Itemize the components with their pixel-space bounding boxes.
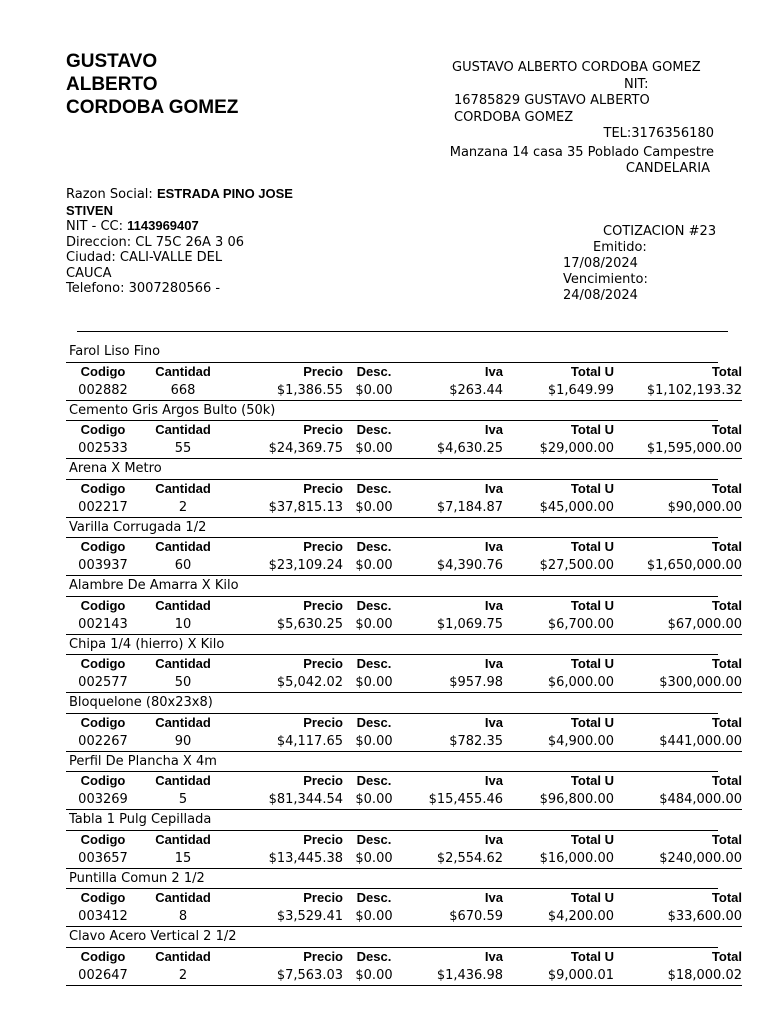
- item-cantidad: 55: [140, 439, 226, 459]
- item-values-row: [66, 732, 742, 752]
- item-total: $484,000.00: [614, 790, 742, 810]
- column-header-precio: Precio: [303, 422, 343, 437]
- item-total-u: $4,200.00: [503, 907, 614, 927]
- column-header-iva: Iva: [484, 539, 503, 554]
- item-precio: $7,563.03: [226, 966, 343, 986]
- item-precio: $23,109.24: [226, 556, 343, 576]
- item-header-row: [66, 480, 742, 498]
- item-desc: $0.00: [343, 381, 405, 401]
- column-header-iva: Iva: [484, 714, 503, 730]
- seller-city: CANDELARIA: [625, 161, 710, 176]
- item-iva: $4,390.76: [405, 556, 503, 576]
- column-header-cantidad: Cantidad: [155, 539, 211, 554]
- item-table: [66, 538, 742, 576]
- item-header-row: [66, 655, 742, 673]
- quote-issued-date: 17/08/2024: [563, 256, 638, 271]
- item-precio: $37,815.13: [226, 498, 343, 518]
- column-header-cantidad: Cantidad: [155, 422, 211, 437]
- item-table: [66, 831, 742, 869]
- item-total-u: $29,000.00: [503, 439, 614, 459]
- item-values-row: [66, 907, 742, 927]
- column-header-codigo: Codigo: [80, 539, 126, 554]
- column-header-total: Total: [711, 480, 742, 496]
- seller-nit-label: NIT:: [624, 76, 649, 92]
- column-header-total-u: Total U: [570, 948, 614, 964]
- client-razon-row: [66, 186, 316, 203]
- column-header-codigo: Codigo: [80, 714, 126, 730]
- item-total: $18,000.02: [614, 966, 742, 986]
- item-table: [66, 421, 742, 459]
- client-nit-label: NIT - CC:: [66, 219, 123, 234]
- column-header-total-u: Total U: [570, 422, 614, 437]
- column-header-precio: Precio: [303, 656, 343, 671]
- item-total-u: $9,000.01: [503, 966, 614, 986]
- item-iva: $1,436.98: [405, 966, 503, 986]
- column-header-precio: Precio: [303, 890, 343, 905]
- item-total-u: $96,800.00: [503, 790, 614, 810]
- items-list: [66, 342, 742, 986]
- item-name: Farol Liso Fino: [66, 342, 718, 363]
- column-header-precio: Precio: [303, 480, 343, 496]
- item-header-row: [66, 421, 742, 439]
- item-table: [66, 948, 742, 986]
- item-iva: $15,455.46: [405, 790, 503, 810]
- item-values-row: [66, 966, 742, 986]
- item-block: [66, 927, 742, 986]
- column-header-desc: Desc.: [356, 539, 392, 554]
- item-header-row: [66, 831, 742, 849]
- seller-nit-value: 16785829 GUSTAVO ALBERTO: [454, 93, 650, 108]
- column-header-desc: Desc.: [356, 773, 392, 788]
- column-header-desc: Desc.: [356, 422, 392, 437]
- column-header-total-u: Total U: [570, 831, 614, 847]
- item-block: [66, 810, 742, 869]
- item-values-row: [66, 556, 742, 576]
- column-header-iva: Iva: [484, 890, 503, 905]
- item-total-u: $4,900.00: [503, 732, 614, 752]
- item-block: [66, 693, 742, 752]
- item-header-row: [66, 363, 742, 381]
- column-header-codigo: Codigo: [80, 597, 126, 613]
- item-cantidad: 2: [140, 498, 226, 518]
- quote-issued-label: Emitido:: [593, 240, 647, 255]
- column-header-iva: Iva: [484, 948, 503, 964]
- column-header-total-u: Total U: [570, 539, 614, 554]
- client-info: [66, 186, 316, 297]
- item-total-u: $6,000.00: [503, 673, 614, 693]
- column-header-total-u: Total U: [570, 597, 614, 613]
- column-header-codigo: Codigo: [80, 656, 126, 671]
- column-header-total-u: Total U: [570, 480, 614, 496]
- quote-title: COTIZACION #23: [603, 224, 717, 239]
- column-header-desc: Desc.: [356, 831, 392, 847]
- item-precio: $5,630.25: [226, 615, 343, 635]
- column-header-codigo: Codigo: [80, 480, 126, 496]
- item-name: Cemento Gris Argos Bulto (50k): [66, 401, 718, 422]
- column-header-precio: Precio: [303, 831, 343, 847]
- item-block: [66, 635, 742, 694]
- item-header-row: [66, 597, 742, 615]
- company-name: [66, 50, 266, 119]
- item-name: Clavo Acero Vertical 2 1/2: [66, 927, 718, 948]
- item-codigo: 002577: [66, 673, 140, 693]
- column-header-precio: Precio: [303, 539, 343, 554]
- item-iva: $7,184.87: [405, 498, 503, 518]
- client-nit-value: 1143969407: [127, 218, 199, 233]
- column-header-cantidad: Cantidad: [155, 714, 211, 730]
- item-total-u: $45,000.00: [503, 498, 614, 518]
- item-precio: $5,042.02: [226, 673, 343, 693]
- item-iva: $4,630.25: [405, 439, 503, 459]
- item-block: [66, 869, 742, 928]
- item-block: [66, 401, 742, 460]
- client-razon-value: ESTRADA PINO JOSE: [156, 186, 293, 201]
- item-iva: $782.35: [405, 732, 503, 752]
- column-header-total: Total: [711, 597, 742, 613]
- item-cantidad: 5: [140, 790, 226, 810]
- item-name: Bloquelone (80x23x8): [66, 693, 718, 714]
- column-header-total: Total: [711, 890, 742, 905]
- item-iva: $1,069.75: [405, 615, 503, 635]
- item-cantidad: 50: [140, 673, 226, 693]
- item-total: $1,595,000.00: [614, 439, 742, 459]
- item-values-row: [66, 849, 742, 869]
- item-table: [66, 597, 742, 635]
- item-codigo: 003269: [66, 790, 140, 810]
- item-codigo: 002533: [66, 439, 140, 459]
- item-precio: $24,369.75: [226, 439, 343, 459]
- item-header-row: [66, 772, 742, 790]
- column-header-iva: Iva: [484, 363, 503, 379]
- item-precio: $1,386.55: [226, 381, 343, 401]
- client-phone: Telefono: 3007280566 -: [66, 281, 221, 296]
- column-header-precio: Precio: [303, 948, 343, 964]
- client-city: Ciudad: CALI-VALLE DEL: [66, 250, 223, 265]
- item-values-row: [66, 673, 742, 693]
- item-header-row: [66, 714, 742, 732]
- column-header-codigo: Codigo: [80, 422, 126, 437]
- item-desc: $0.00: [343, 439, 405, 459]
- column-header-total: Total: [711, 831, 742, 847]
- item-total-u: $16,000.00: [503, 849, 614, 869]
- item-table: [66, 655, 742, 693]
- item-codigo: 002267: [66, 732, 140, 752]
- column-header-cantidad: Cantidad: [155, 656, 211, 671]
- item-precio: $81,344.54: [226, 790, 343, 810]
- quote-due-label: Vencimiento:: [563, 272, 648, 287]
- column-header-precio: Precio: [303, 714, 343, 730]
- column-header-codigo: Codigo: [80, 890, 126, 905]
- item-total: $90,000.00: [614, 498, 742, 518]
- column-header-codigo: Codigo: [80, 773, 126, 788]
- column-header-cantidad: Cantidad: [155, 831, 211, 847]
- column-header-iva: Iva: [484, 480, 503, 496]
- column-header-total-u: Total U: [570, 363, 614, 379]
- client-address: Direccion: CL 75C 26A 3 06: [66, 234, 245, 250]
- column-header-total: Total: [711, 363, 742, 379]
- column-header-codigo: Codigo: [80, 948, 126, 964]
- company-name-line: ALBERTO: [66, 74, 158, 95]
- item-desc: $0.00: [343, 966, 405, 986]
- item-iva: $263.44: [405, 381, 503, 401]
- item-desc: $0.00: [343, 556, 405, 576]
- item-name: Tabla 1 Pulg Cepillada: [66, 810, 718, 831]
- column-header-desc: Desc.: [356, 656, 392, 671]
- item-block: [66, 518, 742, 577]
- company-name-line: GUSTAVO: [66, 51, 158, 72]
- seller-address: Manzana 14 casa 35 Poblado Campestre: [449, 144, 714, 160]
- item-name: Chipa 1/4 (hierro) X Kilo: [66, 635, 718, 656]
- column-header-cantidad: Cantidad: [155, 890, 211, 905]
- column-header-total-u: Total U: [570, 890, 614, 905]
- column-header-desc: Desc.: [356, 363, 392, 379]
- item-codigo: 002217: [66, 498, 140, 518]
- column-header-total-u: Total U: [570, 656, 614, 671]
- item-precio: $3,529.41: [226, 907, 343, 927]
- item-codigo: 002647: [66, 966, 140, 986]
- item-values-row: [66, 790, 742, 810]
- item-header-row: [66, 948, 742, 966]
- seller-full-name: GUSTAVO ALBERTO CORDOBA GOMEZ: [452, 60, 701, 75]
- item-table: [66, 363, 742, 401]
- item-table: [66, 480, 742, 518]
- item-precio: $4,117.65: [226, 732, 343, 752]
- column-header-desc: Desc.: [356, 714, 392, 730]
- column-header-cantidad: Cantidad: [155, 597, 211, 613]
- column-header-cantidad: Cantidad: [155, 480, 211, 496]
- item-total: $1,650,000.00: [614, 556, 742, 576]
- column-header-desc: Desc.: [356, 890, 392, 905]
- item-total: $300,000.00: [614, 673, 742, 693]
- item-cantidad: 60: [140, 556, 226, 576]
- item-block: [66, 342, 742, 401]
- column-header-iva: Iva: [484, 422, 503, 437]
- seller-info: [430, 60, 714, 178]
- item-total: $67,000.00: [614, 615, 742, 635]
- column-header-total-u: Total U: [570, 714, 614, 730]
- item-table: [66, 714, 742, 752]
- item-cantidad: 15: [140, 849, 226, 869]
- item-name: Varilla Corrugada 1/2: [66, 518, 718, 539]
- column-header-codigo: Codigo: [80, 831, 126, 847]
- item-desc: $0.00: [343, 498, 405, 518]
- item-iva: $670.59: [405, 907, 503, 927]
- item-cantidad: 2: [140, 966, 226, 986]
- item-cantidad: 10: [140, 615, 226, 635]
- item-total-u: $1,649.99: [503, 381, 614, 401]
- item-desc: $0.00: [343, 790, 405, 810]
- header-divider: [77, 331, 728, 332]
- company-name-line: CORDOBA GOMEZ: [66, 97, 239, 118]
- column-header-cantidad: Cantidad: [155, 773, 211, 788]
- item-total-u: $27,500.00: [503, 556, 614, 576]
- item-cantidad: 668: [140, 381, 226, 401]
- column-header-iva: Iva: [484, 656, 503, 671]
- client-nit-row: [66, 218, 316, 235]
- item-desc: $0.00: [343, 907, 405, 927]
- item-iva: $2,554.62: [405, 849, 503, 869]
- column-header-cantidad: Cantidad: [155, 363, 211, 379]
- item-total: $1,102,193.32: [614, 381, 742, 401]
- column-header-total: Total: [711, 948, 742, 964]
- item-name: Puntilla Comun 2 1/2: [66, 869, 718, 890]
- item-block: [66, 752, 742, 811]
- column-header-cantidad: Cantidad: [155, 948, 211, 964]
- item-codigo: 002882: [66, 381, 140, 401]
- column-header-precio: Precio: [303, 363, 343, 379]
- column-header-total-u: Total U: [570, 773, 614, 788]
- item-values-row: [66, 381, 742, 401]
- item-values-row: [66, 615, 742, 635]
- item-desc: $0.00: [343, 673, 405, 693]
- item-codigo: 003937: [66, 556, 140, 576]
- item-total: $33,600.00: [614, 907, 742, 927]
- seller-nit-value-cont: CORDOBA GOMEZ: [454, 109, 574, 125]
- item-desc: $0.00: [343, 615, 405, 635]
- item-cantidad: 8: [140, 907, 226, 927]
- item-desc: $0.00: [343, 732, 405, 752]
- column-header-iva: Iva: [484, 773, 503, 788]
- client-city-cont: CAUCA: [66, 265, 112, 281]
- item-name: Arena X Metro: [66, 459, 718, 480]
- client-razon-label: Razon Social:: [66, 187, 153, 202]
- column-header-iva: Iva: [484, 597, 503, 613]
- item-block: [66, 576, 742, 635]
- item-table: [66, 889, 742, 927]
- item-values-row: [66, 498, 742, 518]
- column-header-desc: Desc.: [356, 480, 392, 496]
- item-codigo: 003412: [66, 907, 140, 927]
- column-header-desc: Desc.: [356, 948, 392, 964]
- column-header-codigo: Codigo: [80, 363, 126, 379]
- seller-phone: TEL:3176356180: [603, 126, 714, 141]
- quote-due-date: 24/08/2024: [563, 288, 638, 303]
- quote-info: [563, 224, 733, 304]
- item-cantidad: 90: [140, 732, 226, 752]
- item-block: [66, 459, 742, 518]
- column-header-total: Total: [711, 714, 742, 730]
- item-precio: $13,445.38: [226, 849, 343, 869]
- column-header-iva: Iva: [484, 831, 503, 847]
- item-table: [66, 772, 742, 810]
- item-total: $240,000.00: [614, 849, 742, 869]
- column-header-precio: Precio: [303, 773, 343, 788]
- column-header-desc: Desc.: [356, 597, 392, 613]
- item-total: $441,000.00: [614, 732, 742, 752]
- item-desc: $0.00: [343, 849, 405, 869]
- item-name: Perfil De Plancha X 4m: [66, 752, 718, 773]
- item-name: Alambre De Amarra X Kilo: [66, 576, 718, 597]
- item-header-row: [66, 889, 742, 907]
- item-header-row: [66, 538, 742, 556]
- item-values-row: [66, 439, 742, 459]
- column-header-total: Total: [711, 422, 742, 437]
- column-header-total: Total: [711, 656, 742, 671]
- item-total-u: $6,700.00: [503, 615, 614, 635]
- column-header-total: Total: [711, 773, 742, 788]
- item-codigo: 003657: [66, 849, 140, 869]
- item-codigo: 002143: [66, 615, 140, 635]
- client-razon-value-cont: STIVEN: [66, 202, 113, 218]
- column-header-total: Total: [711, 539, 742, 554]
- column-header-precio: Precio: [303, 597, 343, 613]
- item-iva: $957.98: [405, 673, 503, 693]
